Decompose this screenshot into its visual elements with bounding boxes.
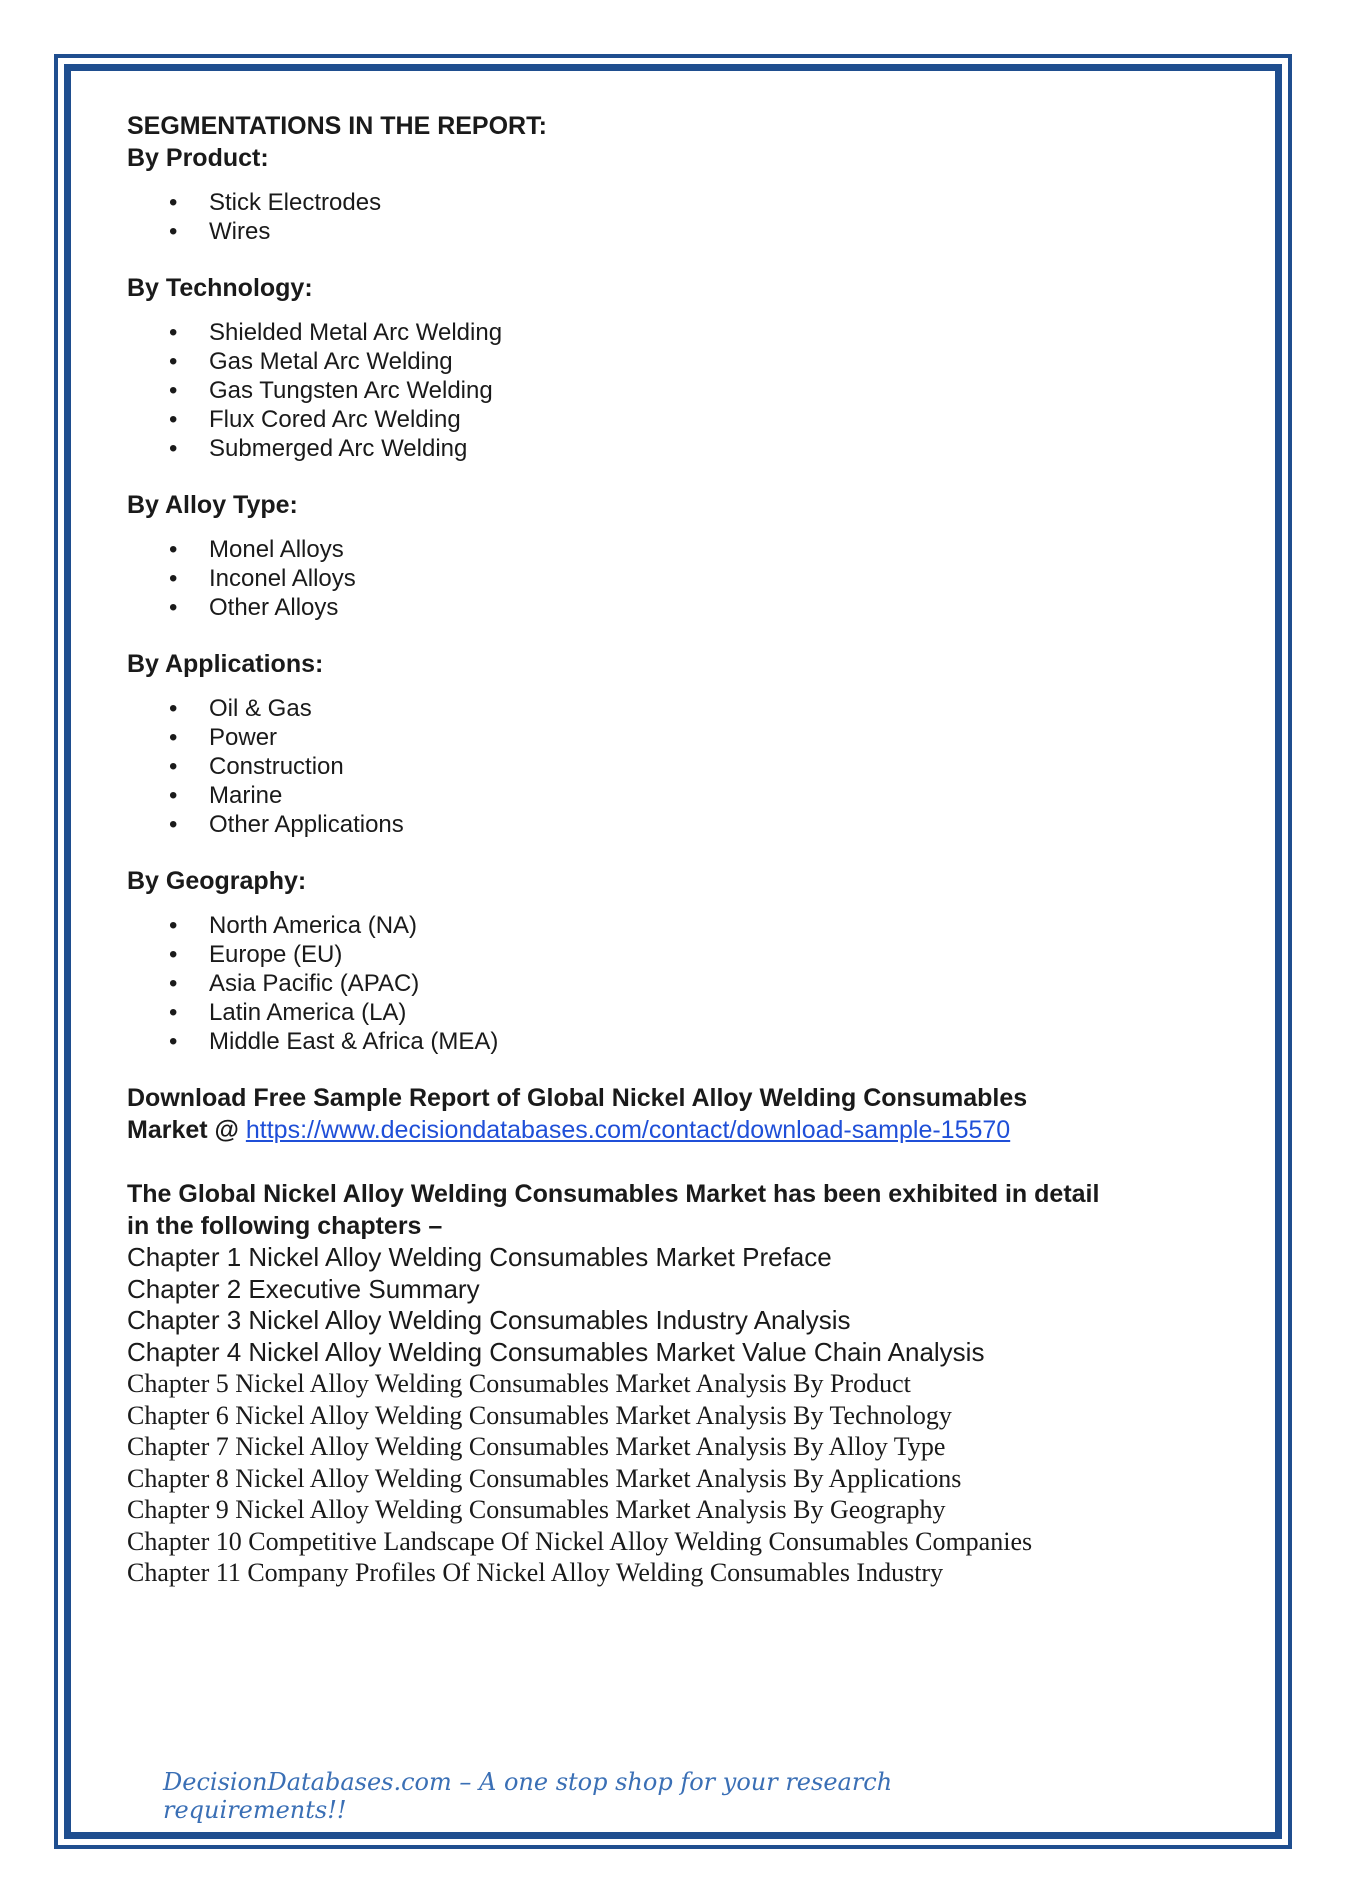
- bullet-icon: •: [169, 536, 178, 563]
- list-item-text: Gas Metal Arc Welding: [209, 348, 453, 375]
- section-list: [127, 694, 1227, 839]
- list-item-text: Middle East & Africa (MEA): [209, 1028, 499, 1055]
- list-item: [127, 405, 1227, 434]
- list-item: [127, 376, 1227, 405]
- list-item-text: Other Alloys: [209, 594, 339, 621]
- chapter-list-serif: [127, 1368, 1227, 1589]
- list-item-text: North America (NA): [209, 912, 418, 939]
- bullet-icon: •: [169, 406, 178, 433]
- list-item: [127, 752, 1227, 781]
- list-item-text: Oil & Gas: [209, 695, 312, 722]
- segmentation-sections: [127, 142, 1227, 1056]
- list-item-text: Latin America (LA): [209, 999, 407, 1026]
- footer-tagline: DecisionDatabases.com – A one stop shop for your research requirements!!: [163, 1768, 893, 1824]
- list-item-text: Stick Electrodes: [209, 189, 382, 216]
- bullet-icon: •: [169, 970, 178, 997]
- section-title: By Applications:: [127, 650, 324, 678]
- list-item: [127, 940, 1227, 969]
- chapter-list-sans: [127, 1242, 1227, 1368]
- download-sample-link[interactable]: https://www.decisiondatabases.com/contact/download-sample-15570: [245, 1116, 1011, 1144]
- list-item: [127, 998, 1227, 1027]
- bullet-icon: •: [169, 565, 178, 592]
- chapters-heading: [127, 1178, 1227, 1242]
- list-item-text: Wires: [209, 218, 271, 245]
- list-item: [127, 564, 1227, 593]
- list-item: [127, 347, 1227, 376]
- bullet-icon: •: [169, 1028, 178, 1055]
- list-item: [127, 781, 1227, 810]
- list-item: [127, 593, 1227, 622]
- download-sample-block: [127, 1082, 1227, 1146]
- list-item-text: Asia Pacific (APAC): [209, 970, 420, 997]
- list-item: [127, 1027, 1227, 1056]
- list-item-text: Submerged Arc Welding: [209, 435, 468, 462]
- bullet-icon: •: [169, 724, 178, 751]
- bullet-icon: •: [169, 377, 178, 404]
- bullet-icon: •: [169, 912, 178, 939]
- bullet-icon: •: [169, 999, 178, 1026]
- bullet-icon: •: [169, 941, 178, 968]
- list-item: [127, 434, 1227, 463]
- chapter-item: Chapter 11 Company Profiles Of Nickel Alloy Welding Consumables Industry: [127, 1558, 944, 1587]
- report-heading: SEGMENTATIONS IN THE REPORT:: [127, 112, 547, 140]
- list-item-text: Power: [209, 724, 278, 751]
- section-title: By Technology:: [127, 274, 313, 302]
- chapter-item: Chapter 5 Nickel Alloy Welding Consumables Market Analysis By Product: [127, 1369, 911, 1398]
- bullet-icon: •: [169, 435, 178, 462]
- download-text-line2: Market @: [127, 1116, 246, 1144]
- list-item: [127, 318, 1227, 347]
- chapter-item: Chapter 8 Nickel Alloy Welding Consumables Market Analysis By Applications: [127, 1463, 962, 1493]
- document-body: [127, 110, 1227, 1589]
- bullet-icon: •: [169, 218, 178, 245]
- list-item: [127, 188, 1227, 217]
- bullet-icon: •: [169, 189, 178, 216]
- bullet-icon: •: [169, 782, 178, 809]
- chapters-heading-line1: The Global Nickel Alloy Welding Consumables Market has been exhibited in detail: [127, 1180, 1100, 1208]
- bullet-icon: •: [169, 695, 178, 722]
- list-item-text: Monel Alloys: [209, 536, 344, 563]
- list-item-text: Europe (EU): [209, 941, 343, 968]
- chapter-item: Chapter 7 Nickel Alloy Welding Consumables Market Analysis By Alloy Type: [127, 1432, 946, 1461]
- download-text-line1: Download Free Sample Report of Global Nickel Alloy Welding Consumables: [127, 1084, 1028, 1112]
- section-title: By Product:: [127, 144, 269, 172]
- bullet-icon: •: [169, 811, 178, 838]
- chapter-item: Chapter 4 Nickel Alloy Welding Consumables Market Value Chain Analysis: [127, 1336, 985, 1367]
- chapter-item: Chapter 6 Nickel Alloy Welding Consumables Market Analysis By Technology: [127, 1400, 952, 1430]
- chapter-item: Chapter 10 Competitive Landscape Of Nickel Alloy Welding Consumables Companies: [127, 1526, 1033, 1556]
- section-list: [127, 188, 1227, 246]
- section-list: [127, 911, 1227, 1056]
- section-list: [127, 535, 1227, 622]
- list-item: [127, 969, 1227, 998]
- list-item: [127, 535, 1227, 564]
- list-item-text: Flux Cored Arc Welding: [209, 406, 461, 433]
- list-item-text: Gas Tungsten Arc Welding: [209, 377, 493, 404]
- list-item-text: Marine: [209, 782, 283, 809]
- bullet-icon: •: [169, 753, 178, 780]
- list-item: [127, 723, 1227, 752]
- list-item-text: Shielded Metal Arc Welding: [209, 319, 503, 346]
- chapter-item: Chapter 2 Executive Summary: [127, 1273, 480, 1304]
- list-item-text: Construction: [209, 753, 344, 780]
- list-item: [127, 694, 1227, 723]
- list-item-text: Other Applications: [209, 811, 404, 838]
- chapter-item: Chapter 3 Nickel Alloy Welding Consumables Industry Analysis: [127, 1305, 851, 1335]
- section-title: By Geography:: [127, 867, 307, 895]
- list-item: [127, 911, 1227, 940]
- section-list: [127, 318, 1227, 463]
- bullet-icon: •: [169, 594, 178, 621]
- download-text-line2-wrap: [127, 1114, 1227, 1146]
- chapters-heading-line2: in the following chapters –: [127, 1212, 443, 1240]
- bullet-icon: •: [169, 348, 178, 375]
- list-item-text: Inconel Alloys: [209, 565, 356, 592]
- bullet-icon: •: [169, 319, 178, 346]
- chapter-item: Chapter 1 Nickel Alloy Welding Consumables Market Preface: [127, 1242, 832, 1272]
- section-title: By Alloy Type:: [127, 491, 298, 519]
- list-item: [127, 217, 1227, 246]
- chapter-item: Chapter 9 Nickel Alloy Welding Consumables Market Analysis By Geography: [127, 1495, 946, 1524]
- list-item: [127, 810, 1227, 839]
